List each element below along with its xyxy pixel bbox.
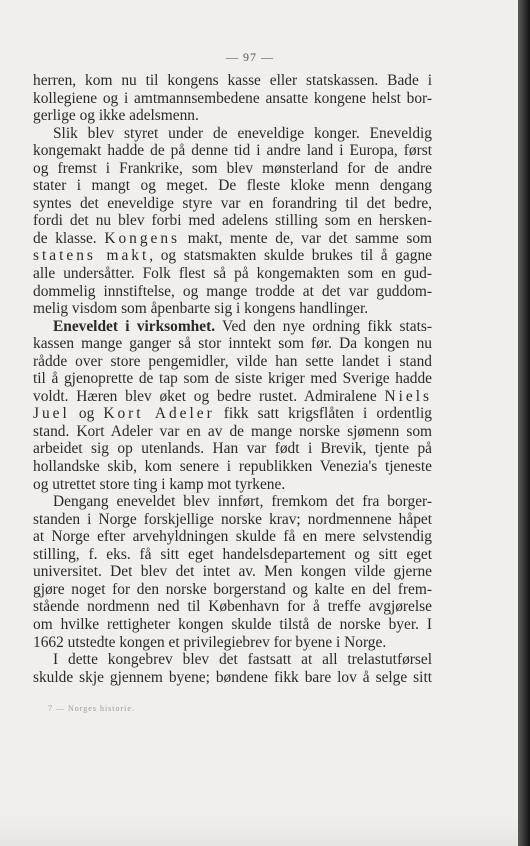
- line-text: hollandske skib, kom senere i republikken Venezia's tjeneste: [33, 458, 432, 476]
- line-text: herren, kom nu til kongens kasse eller statskassen. Bade i: [33, 72, 432, 89]
- line-text: Ved den nye ordning fikk stats-: [215, 317, 432, 335]
- text-line: [33, 476, 432, 494]
- line-text: og fremst i Frankrike, som blev mønsterland for de andre: [33, 159, 432, 177]
- line-text: gjøre noget for den norske borgerstand og kalte en del frem-: [33, 580, 432, 598]
- text-line: [33, 563, 432, 581]
- text-line: [33, 142, 432, 160]
- line-text: kongemakt hadde de på denne tid i andre land i Europa, først: [33, 142, 432, 160]
- body-text: [33, 72, 432, 686]
- text-line: [33, 616, 432, 634]
- line-text: kollegiene og i amtmannsembedene ansatte kongene helst bor-: [33, 89, 432, 107]
- emphasis-text: Niels: [384, 387, 432, 405]
- text-line: [33, 634, 432, 652]
- line-text: Slik blev styret under de eneveldige konger. Eneveldig: [53, 124, 432, 142]
- text-line: [33, 440, 432, 458]
- line-text: makt, mente de, var det samme som: [180, 229, 432, 247]
- line-text: stilling, f. eks. få sitt eget handelsdepartement og sitt eget: [33, 545, 432, 563]
- text-line: [33, 423, 432, 441]
- line-text: 1662 utstedte kongen et privilegiebrev for byene i Norge.: [33, 633, 387, 651]
- text-line: [33, 546, 432, 564]
- text-line: [33, 160, 432, 178]
- line-text: melig visdom som åpenbarte sig i kongens handlinger.: [33, 300, 369, 318]
- text-line: [33, 230, 432, 248]
- line-text: fordi det nu blev forbi med adelens stilling som en hersken-: [33, 212, 432, 230]
- text-line: [33, 370, 432, 388]
- line-text: til å gjenoprette de tap som de siste kriger med Sverige hadde: [33, 370, 432, 388]
- footer-signature: 7 — Norges historie.: [48, 704, 135, 713]
- line-text: universitet. Det blev det intet av. Men kongen vilde gjerne: [33, 563, 432, 581]
- line-text: de klasse.: [33, 229, 105, 247]
- line-text: stater i mangt og meget. De fleste kloke menn dengang: [33, 177, 432, 195]
- text-line: [33, 300, 432, 318]
- text-line: [33, 107, 432, 125]
- text-line: [33, 581, 432, 599]
- emphasis-text: Kongens: [104, 229, 181, 247]
- text-line: [33, 125, 432, 143]
- text-line: [33, 405, 432, 423]
- text-line: [33, 651, 432, 669]
- line-text: kassen mange ganger så stor inntekt som før. Da kongen nu: [33, 335, 432, 353]
- text-line: [33, 90, 432, 108]
- line-text: og utrettet store ting i kamp mot tyrkene.: [33, 475, 286, 493]
- line-text: voldt. Hæren blev øket og bedre rustet. Admiralene: [33, 387, 385, 405]
- text-line: [33, 493, 432, 511]
- line-text: alle undersåtter. Folk flest så på kongemakten som en gud-: [33, 265, 432, 283]
- line-text: I dette kongebrev blev det fastsatt at all trelastutførsel: [53, 651, 432, 669]
- line-text: gerlige og ikke adelsmenn.: [33, 107, 199, 125]
- page-edge-shadow: [518, 0, 530, 846]
- emphasis-text: statens makt: [33, 247, 150, 265]
- text-line: [33, 669, 432, 687]
- line-text: standen i Norge forskjellige norske krav; nordmennene håpet: [33, 510, 432, 528]
- text-line: [33, 195, 432, 213]
- line-text: rådde over store pengemidler, vilde han sette landet i stand: [33, 352, 432, 370]
- text-line: [33, 353, 432, 371]
- line-text: stand. Kort Adeler var en av de mange norske sjømenn som: [33, 422, 432, 440]
- line-text: og: [69, 405, 104, 423]
- emphasis-text: Juel: [33, 405, 70, 423]
- text-line: [33, 247, 432, 265]
- text-line: [33, 177, 432, 195]
- line-text: syntes det eneveldige styre var en forandring til det bedre,: [33, 194, 432, 212]
- text-line: [33, 318, 432, 336]
- line-text: stående nordmenn ned til København for å treffe avgjørelse: [33, 598, 432, 616]
- line-text: arbeidet sig op utenlands. Han var født i Brevik, tjente på: [33, 440, 432, 458]
- line-text: , og statsmakten skulde brukes til å gagne: [149, 247, 432, 265]
- text-line: [33, 212, 432, 230]
- line-text: skulde skje gjennem byene; bøndene fikk bare lov å selge sitt: [33, 668, 432, 686]
- text-line: [33, 458, 432, 476]
- text-line: [33, 511, 432, 529]
- emphasis-text: Kort Adeler: [103, 405, 215, 423]
- text-line: [33, 265, 432, 283]
- text-line: [33, 598, 432, 616]
- text-line: [33, 335, 432, 353]
- line-text: Dengang eneveldet blev innført, fremkom det fra borger-: [53, 493, 432, 511]
- text-line: [33, 528, 432, 546]
- line-text: dommelig innstiftelse, og mange trodde at det var guddom-: [33, 282, 432, 300]
- page-number: — 97 —: [226, 50, 274, 64]
- text-line: [33, 283, 432, 301]
- line-text: fikk satt krigsflåten i ordentlig: [214, 405, 432, 423]
- text-line: [33, 72, 432, 90]
- emphasis-text: Eneveldet i virksomhet.: [53, 317, 216, 335]
- text-line: [33, 388, 432, 406]
- line-text: om hvilke rettigheter kongen skulde tilstå de norske byer. I: [33, 615, 432, 633]
- line-text: at Norge efter arvehyldningen skulde få en mere selvstendig: [33, 528, 432, 546]
